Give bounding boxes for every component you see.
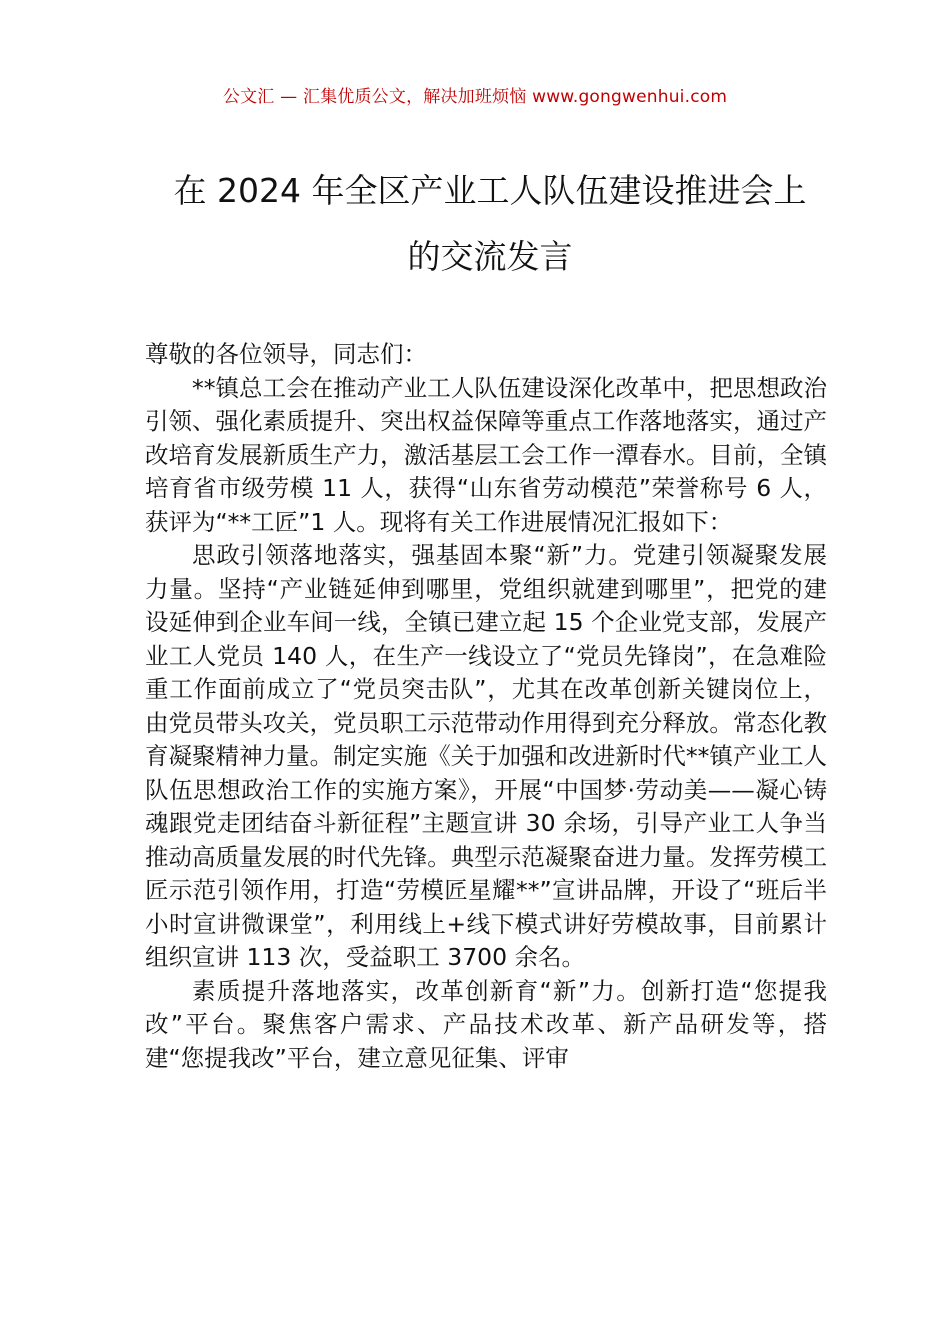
site-banner: 公文汇 — 汇集优质公文，解决加班烦恼 www.gongwenhui.com xyxy=(222,87,728,107)
title-line-2: 的交流发言 xyxy=(407,237,573,276)
document-title xyxy=(145,158,835,290)
paragraph-ideological-guidance: 思政引领落地落实，强基固本聚“新”力。党建引领凝聚发展力量。坚持“产业链延伸到哪里，党组织就建到哪里”，把党的建设延伸到企业车间一线，全镇已建立起 15 个企业党支部，发展产业工人党员 140 人，在生产一线设立了“党员先锋岗”，在急难险重工作面前成立了“党员突击队”，尤其在改革创新关键岗位上，由党员带头攻关，党员职工示范带动作用得到充分释放。常态化教育凝聚精神力量。制定实施《关于加强和改进新时代**镇产业工人队伍思想政治工作的实施方案》，开展“中国梦·劳动美——凝心铸魂跟党走团结奋斗新征程”主题宣讲 30 余场，引导产业工人争当推动高质量发展的时代先锋。典型示范凝聚奋进力量。发挥劳模工匠示范引领作用，打造“劳模匠星耀**”宣讲品牌，开设了“班后半小时宣讲微课堂”，利用线上+线下模式讲好劳模故事，目前累计组织宣讲 113 次，受益职工 3700 余名。 xyxy=(145,541,827,971)
title-line-1: 在 2024 年全区产业工人队伍建设推进会上 xyxy=(173,171,807,210)
salutation: 尊敬的各位领导，同志们： xyxy=(145,340,427,368)
document-body xyxy=(145,338,827,1075)
paragraph-intro: **镇总工会在推动产业工人队伍建设深化改革中，把思想政治引领、强化素质提升、突出权益保障等重点工作落地落实，通过产改培育发展新质生产力，激活基层工会工作一潭春水。目前，全镇培育省市级劳模 11 人，获得“山东省劳动模范”荣誉称号 6 人，获评为“**工匠”1 人。现将有关工作进展情况汇报如下： xyxy=(145,373,827,536)
paragraph-quality-improvement: 素质提升落地落实，改革创新育“新”力。创新打造“您提我改”平台。聚焦客户需求、产品技术改革、新产品研发等，搭建“您提我改”平台，建立意见征集、评审 xyxy=(145,976,827,1072)
